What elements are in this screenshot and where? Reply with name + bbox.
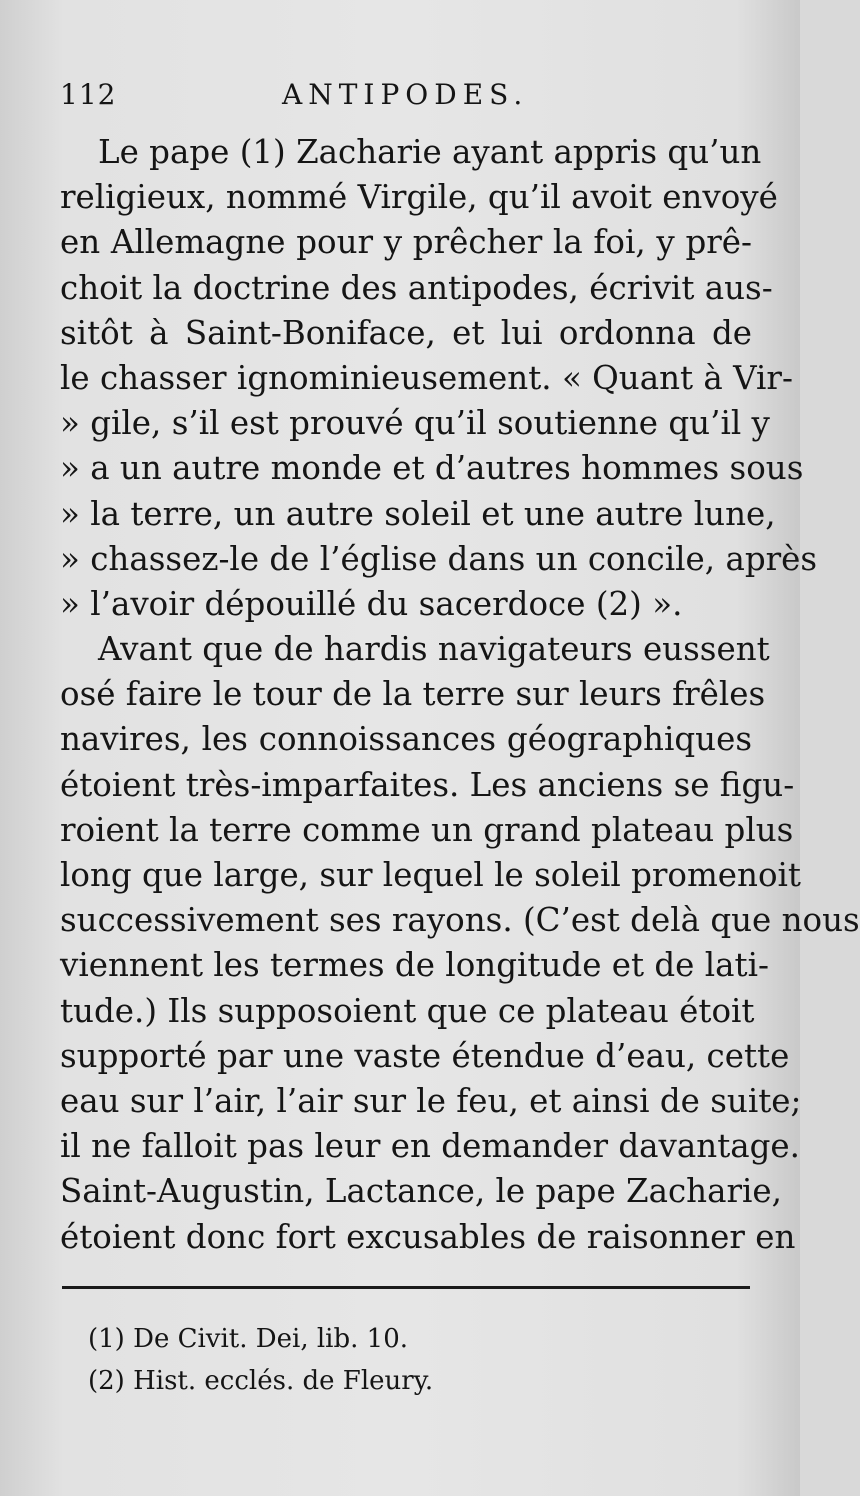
text-line: étoient donc fort excusables de raisonner en: [60, 1217, 796, 1256]
text-line: sitôt à Saint-Boniface, et lui ordonna de: [60, 313, 752, 352]
text-line: » chassez-le de l’église dans un concile, après: [60, 539, 818, 578]
text-line: Le pape (1) Zacharie ayant appris qu’un: [98, 133, 762, 171]
text-line: Saint-Augustin, Lactance, le pape Zacharie,: [60, 1172, 782, 1211]
footnote: (1) De Civit. Dei, lib. 10.: [88, 1324, 409, 1354]
text-line: » la terre, un autre soleil et une autre lune,: [60, 494, 776, 533]
text-line: » l’avoir dépouillé du sacerdoce (2) ».: [60, 584, 683, 623]
text-line: Avant que de hardis navigateurs eussent: [98, 630, 770, 669]
text-line: tude.) Ils supposoient que ce plateau étoit: [60, 991, 755, 1030]
text-line: religieux, nommé Virgile, qu’il avoit envoyé: [60, 178, 778, 217]
text-line: » a un autre monde et d’autres hommes sous: [60, 449, 804, 488]
text-line: choit la doctrine des antipodes, écrivit aus-: [60, 268, 773, 307]
text-line: supporté par une vaste étendue d’eau, cette: [60, 1036, 790, 1075]
text-line: viennent les termes de longitude et de lati-: [60, 946, 769, 985]
text-line: successivement ses rayons. (C’est delà que nous: [60, 901, 860, 940]
footnote: (2) Hist. ecclés. de Fleury.: [88, 1366, 434, 1396]
running-title: ANTIPODES.: [282, 78, 529, 111]
text-line: osé faire le tour de la terre sur leurs frêles: [60, 675, 766, 714]
text-line: navires, les connoissances géographiques: [60, 720, 752, 759]
text-line: roient la terre comme un grand plateau plus: [60, 810, 794, 849]
text-line: en Allemagne pour y prêcher la foi, y prê-: [60, 223, 752, 262]
page-header: [60, 78, 750, 118]
footnote-divider: [62, 1286, 750, 1289]
text-line: eau sur l’air, l’air sur le feu, et ainsi de suite;: [60, 1081, 802, 1120]
text-line: le chasser ignominieusement. « Quant à Vir-: [60, 358, 793, 397]
page-number: 112: [60, 78, 117, 111]
footnotes: [88, 1318, 728, 1402]
text-line: long que large, sur lequel le soleil promenoit: [60, 856, 801, 894]
text-line: » gile, s’il est prouvé qu’il soutienne qu’il y: [60, 404, 770, 443]
body-text: [60, 130, 860, 1260]
text-line: il ne falloit pas leur en demander davantage.: [60, 1127, 800, 1166]
text-line: étoient très-imparfaites. Les anciens se figu-: [60, 765, 795, 804]
